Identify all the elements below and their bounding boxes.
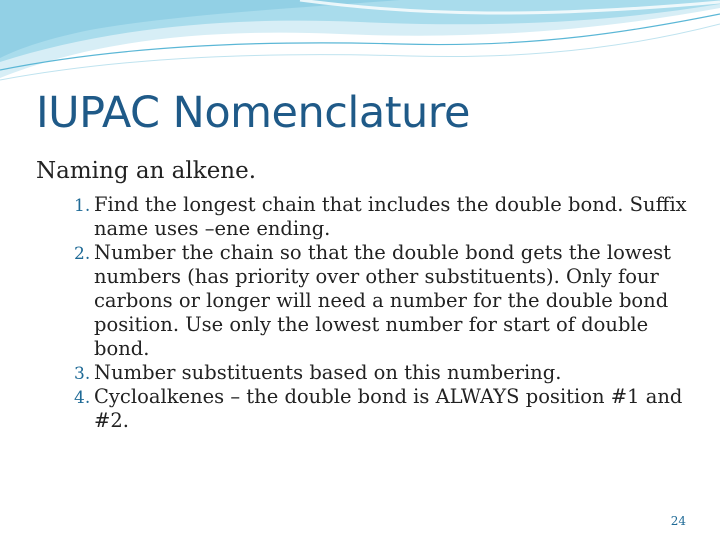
list-item — [74, 193, 694, 241]
list-item — [74, 361, 694, 385]
header-wave-decoration — [0, 0, 720, 90]
page-number: 24 — [670, 514, 686, 528]
step-number: 1. — [74, 196, 91, 216]
step-text: Cycloalkenes – the double bond is ALWAYS position #1 and #2. — [94, 385, 683, 432]
main-bullet-text: Naming an alkene. — [36, 158, 257, 184]
step-list — [74, 193, 694, 433]
step-number: 4. — [74, 388, 91, 408]
step-text: Find the longest chain that includes the double bond. Suffix name uses –ene ending. — [94, 193, 687, 240]
list-item — [74, 385, 694, 433]
slide-title: IUPAC Nomenclature — [36, 88, 470, 138]
list-item — [74, 241, 694, 361]
step-number: 3. — [74, 364, 91, 384]
step-text: Number the chain so that the double bond gets the lowest numbers (has priority over other substituents). Only four carbons or longer will need a number for the double bond position. Use only the lowest number for start of double bond. — [94, 241, 671, 360]
step-text: Number substituents based on this numbering. — [94, 361, 562, 384]
step-number: 2. — [74, 244, 91, 264]
main-bullet — [34, 158, 256, 184]
